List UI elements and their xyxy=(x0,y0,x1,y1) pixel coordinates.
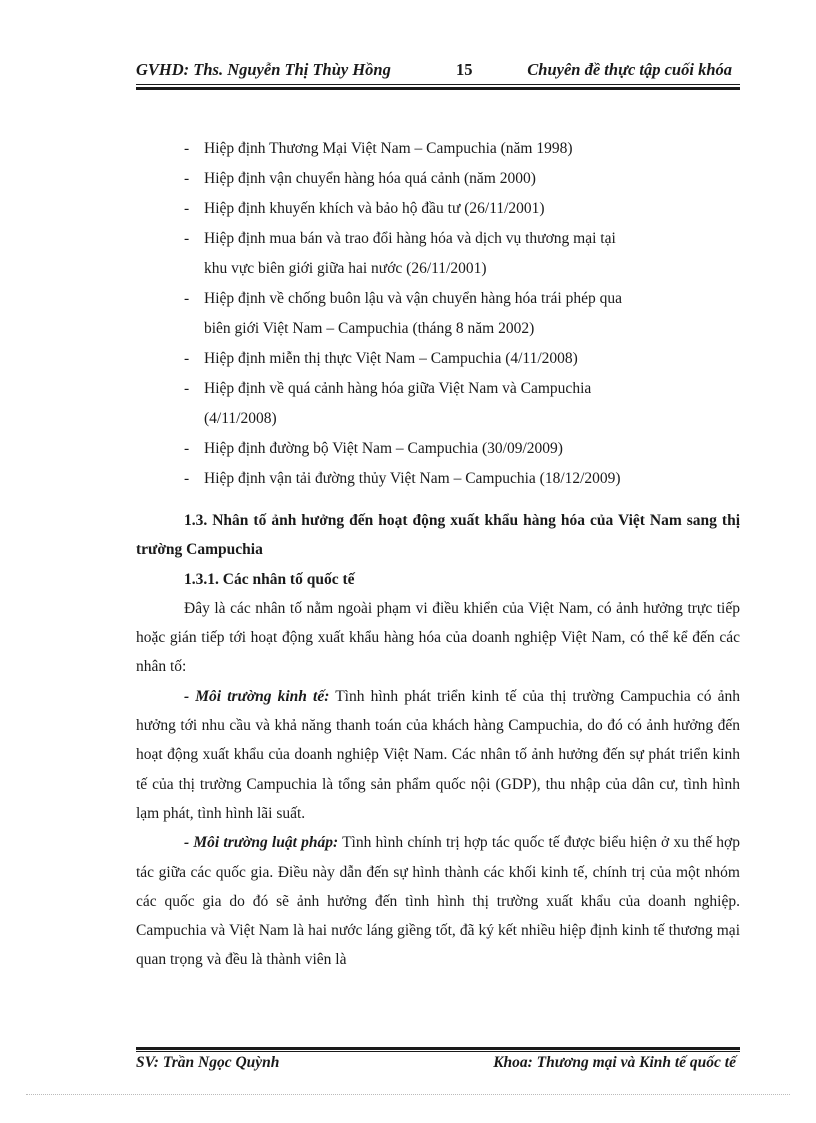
agreement-list-item xyxy=(184,344,740,374)
paragraph-economic-environment xyxy=(136,682,740,828)
section-heading: 1.3. Nhân tố ảnh hưởng đến hoạt động xuất khẩu hàng hóa của Việt Nam sang thị trường Campuchia xyxy=(136,512,740,559)
agreement-line: Hiệp định mua bán và trao đổi hàng hóa và dịch vụ thương mại tại xyxy=(204,230,616,247)
agreement-line: biên giới Việt Nam – Campuchia (tháng 8 năm 2002) xyxy=(204,320,535,337)
agreement-list-item xyxy=(184,134,740,164)
bullet-dash: - xyxy=(184,170,190,187)
page-bottom-dotted-line xyxy=(26,1094,790,1095)
bullet-dash: - xyxy=(184,290,190,307)
economic-environment-lead: - Môi trường kinh tế: xyxy=(184,687,330,705)
bullet-dash: - xyxy=(184,140,190,157)
agreement-line: Hiệp định Thương Mại Việt Nam – Campuchia (năm 1998) xyxy=(204,140,573,157)
agreement-line: Hiệp định đường bộ Việt Nam – Campuchia (30/09/2009) xyxy=(204,440,563,457)
legal-environment-lead: - Môi trường luật pháp: xyxy=(184,834,339,852)
agreement-line: khu vực biên giới giữa hai nước (26/11/2001) xyxy=(204,260,487,277)
agreement-list-item xyxy=(184,194,740,224)
bullet-dash: - xyxy=(184,470,190,487)
bullet-dash: - xyxy=(184,200,190,217)
economic-environment-text: Tình hình phát triển kinh tế của thị trường Campuchia có ảnh hưởng tới nhu cầu và khả năng thanh toán của khách hàng Campuchia, do đó có ảnh hưởng đến hoạt động xuất khẩu của doanh nghiệp Việt Nam. Các nhân tố ảnh hưởng đến sự phát triển kinh tế của thị trường Campuchia là tổng sản phẩm quốc nội (GDP), thu nhập của dân cư, tình hình lạm phát, tình hình lãi suất. xyxy=(136,687,741,822)
agreement-list-item xyxy=(184,374,740,434)
footer-rule-thick xyxy=(136,1047,740,1050)
footer-rule-thin xyxy=(136,1051,740,1052)
header-document-title: Chuyên đề thực tập cuối khóa xyxy=(527,60,732,79)
intro-paragraph: Đây là các nhân tố nằm ngoài phạm vi điều khiển của Việt Nam, có ảnh hưởng trực tiếp hoặc gián tiếp tới hoạt động xuất khẩu hàng hóa của doanh nghiệp Việt Nam, có thể kể đến các nhân tố: xyxy=(136,599,740,676)
legal-environment-text: Tình hình chính trị hợp tác quốc tế được biểu hiện ở xu thế hợp tác giữa các quốc gia. Điều này dẫn đến sự hình thành các khối kinh tế, chính trị của một nhóm các quốc gia do đó sẽ ảnh hưởng đến tình hình thị trường xuất khẩu của doanh nghiệp. Campuchia và Việt Nam là hai nước láng giềng tốt, đã ký kết nhiều hiệp định kinh tế thương mại quan trọng và đều là thành viên là xyxy=(136,834,740,969)
agreement-list-item xyxy=(184,164,740,194)
agreement-line: Hiệp định vận tải đường thủy Việt Nam – Campuchia (18/12/2009) xyxy=(204,470,621,487)
bullet-dash: - xyxy=(184,230,190,247)
page-header xyxy=(136,58,740,84)
agreement-list-item xyxy=(184,284,740,344)
page-footer xyxy=(136,1054,740,1076)
agreement-line: (4/11/2008) xyxy=(204,410,277,427)
bullet-dash: - xyxy=(184,440,190,457)
subsection-heading: 1.3.1. Các nhân tố quốc tế xyxy=(184,570,355,588)
header-rule-thin xyxy=(136,84,740,85)
footer-faculty: Khoa: Thương mại và Kinh tế quốc tế xyxy=(493,1054,736,1071)
agreement-list-item xyxy=(184,224,740,284)
agreement-line: Hiệp định khuyến khích và bảo hộ đầu tư (26/11/2001) xyxy=(204,200,545,217)
paragraph-legal-environment xyxy=(136,828,740,974)
agreement-list-item xyxy=(184,434,740,464)
header-rule-thick xyxy=(136,87,740,90)
agreement-line: Hiệp định vận chuyển hàng hóa quá cảnh (năm 2000) xyxy=(204,170,536,187)
main-content xyxy=(136,506,740,975)
agreement-line: Hiệp định về chống buôn lậu và vận chuyển hàng hóa trái phép qua xyxy=(204,290,622,307)
agreement-list-item xyxy=(184,464,740,494)
bullet-dash: - xyxy=(184,380,190,397)
footer-student: SV: Trần Ngọc Quỳnh xyxy=(136,1054,280,1071)
bullet-dash: - xyxy=(184,350,190,367)
agreement-list xyxy=(184,134,740,494)
page-number: 15 xyxy=(456,60,473,79)
agreement-line: Hiệp định về quá cảnh hàng hóa giữa Việt Nam và Campuchia xyxy=(204,380,592,397)
agreement-line: Hiệp định miễn thị thực Việt Nam – Campuchia (4/11/2008) xyxy=(204,350,578,367)
header-advisor: GVHD: Ths. Nguyễn Thị Thùy Hồng xyxy=(136,60,391,79)
